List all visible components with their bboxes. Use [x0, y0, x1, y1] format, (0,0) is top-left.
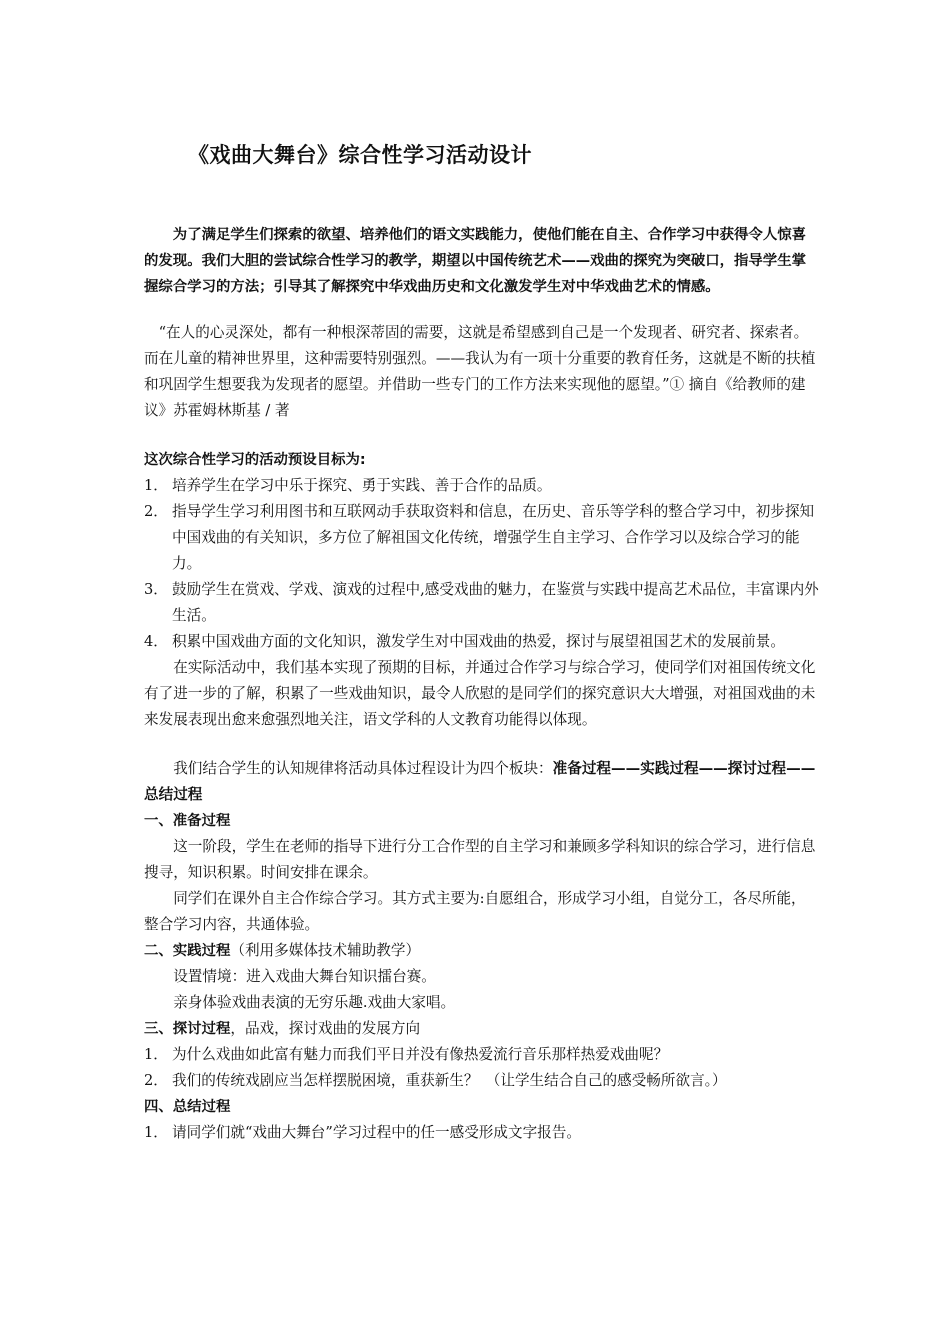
summary-item — [144, 1120, 819, 1146]
section-heading-discuss — [144, 1016, 819, 1042]
discuss-item-text: 我们的传统戏剧应当怎样摆脱困境，重获新生？ （让学生结合自己的感受畅所欲言。） — [172, 1072, 727, 1089]
goal-text: 鼓励学生在赏戏、学戏、演戏的过程中,感受戏曲的魅力，在鉴赏与实践中提高艺术品位，丰富课内外生活。 — [172, 581, 819, 624]
section-note: （利用多媒体技术辅助教学） — [230, 942, 421, 959]
section-heading-summary — [144, 1094, 819, 1120]
summary-item-text: 请同学们就“戏曲大舞台”学习过程中的任一感受形成文字报告。 — [172, 1124, 581, 1141]
prepare-paragraph-1: 这一阶段，学生在老师的指导下进行分工合作型的自主学习和兼顾多学科知识的综合学习，进行信息搜寻，知识积累。时间安排在课余。 — [144, 838, 816, 881]
goal-item — [144, 577, 819, 629]
goal-text: 指导学生学习利用图书和互联网动手获取资料和信息，在历史、音乐等学科的整合学习中，初步探知中国戏曲的有关知识，多方位了解祖国文化传统，增强学生自主学习、合作学习以及综合学习的能力。 — [172, 503, 815, 572]
document-body — [144, 222, 819, 1146]
goals-heading: 这次综合性学习的活动预设目标为: — [144, 452, 366, 468]
discuss-item-number: 1． — [144, 1046, 168, 1063]
intro-paragraph: 为了满足学生们探索的欲望、培养他们的语文实践能力，使他们能在自主、合作学习中获得令人惊喜的发现。我们大胆的尝试综合性学习的教学，期望以中国传统艺术——戏曲的探究为突破口，指导学生掌握综合学习的方法；引导其了解探究中华戏曲历史和文化激发学生对中华戏曲艺术的情感。 — [144, 227, 806, 295]
goal-item — [144, 499, 819, 577]
section-title: 一、准备过程 — [144, 813, 231, 829]
goals-list — [144, 473, 819, 655]
discuss-item-text: 为什么戏曲如此富有魅力而我们平日并没有像热爱流行音乐那样热爱戏曲呢？ — [172, 1046, 669, 1063]
goal-number: 2． — [144, 503, 168, 520]
section-title: 二、实践过程 — [144, 943, 231, 959]
practice-line-1: 设置情境：进入戏曲大舞台知识擂台赛。 — [173, 968, 436, 985]
goal-number: 1． — [144, 477, 168, 494]
goal-number: 3． — [144, 581, 168, 598]
structure-intro: 我们结合学生的认知规律将活动具体过程设计为四个板块： — [173, 760, 553, 777]
quote-paragraph: “在人的心灵深处，都有一种根深蒂固的需要，这就是希望感到自己是一个发现者、研究者、探索者。而在儿童的精神世界里，这种需要特别强烈。——我认为有一项十分重要的教育任务，这就是不断的扶植和巩固学生想要我为发现者的愿望。并借助一些专门的工作方法来实现他的愿望。”① 摘自《给教师的建议》苏霍姆林斯基 / 著 — [144, 324, 816, 419]
structure-paragraph — [144, 756, 819, 808]
discuss-item-number: 2． — [144, 1072, 168, 1089]
goal-text: 积累中国戏曲方面的文化知识，激发学生对中国戏曲的热爱，探讨与展望祖国艺术的发展前景。 — [172, 633, 785, 650]
section-heading-prepare — [144, 808, 819, 834]
section-heading-practice — [144, 938, 819, 964]
document-title: 《戏曲大舞台》综合性学习活动设计 — [188, 143, 532, 167]
results-paragraph: 在实际活动中，我们基本实现了预期的目标，并通过合作学习与综合学习，使同学们对祖国传统文化有了进一步的了解，积累了一些戏曲知识，最令人欣慰的是同学们的探究意识大大增强，对祖国戏曲的未来发展表现出愈来愈强烈地关注，语文学科的人文教育功能得以体现。 — [144, 659, 816, 728]
discuss-item — [144, 1042, 819, 1068]
practice-line-2: 亲身体验戏曲表演的无穷乐趣.戏曲大家唱。 — [173, 994, 456, 1011]
summary-item-number: 1． — [144, 1124, 168, 1141]
goal-item — [144, 473, 819, 499]
prepare-paragraph-2: 同学们在课外自主合作综合学习。其方式主要为:自愿组合，形成学习小组，自觉分工，各尽所能，整合学习内容，共通体验。 — [144, 890, 806, 933]
discuss-item — [144, 1068, 819, 1094]
structure-stages: 准备过程——实践过程——探讨过程——总结过程 — [144, 760, 816, 803]
section-note: ，品戏，探讨戏曲的发展方向 — [230, 1020, 421, 1037]
goal-item — [144, 629, 819, 655]
goal-text: 培养学生在学习中乐于探究、勇于实践、善于合作的品质。 — [172, 477, 552, 494]
section-title: 四、总结过程 — [144, 1099, 231, 1115]
goal-number: 4． — [144, 633, 168, 650]
section-title: 三、探讨过程 — [144, 1021, 231, 1037]
